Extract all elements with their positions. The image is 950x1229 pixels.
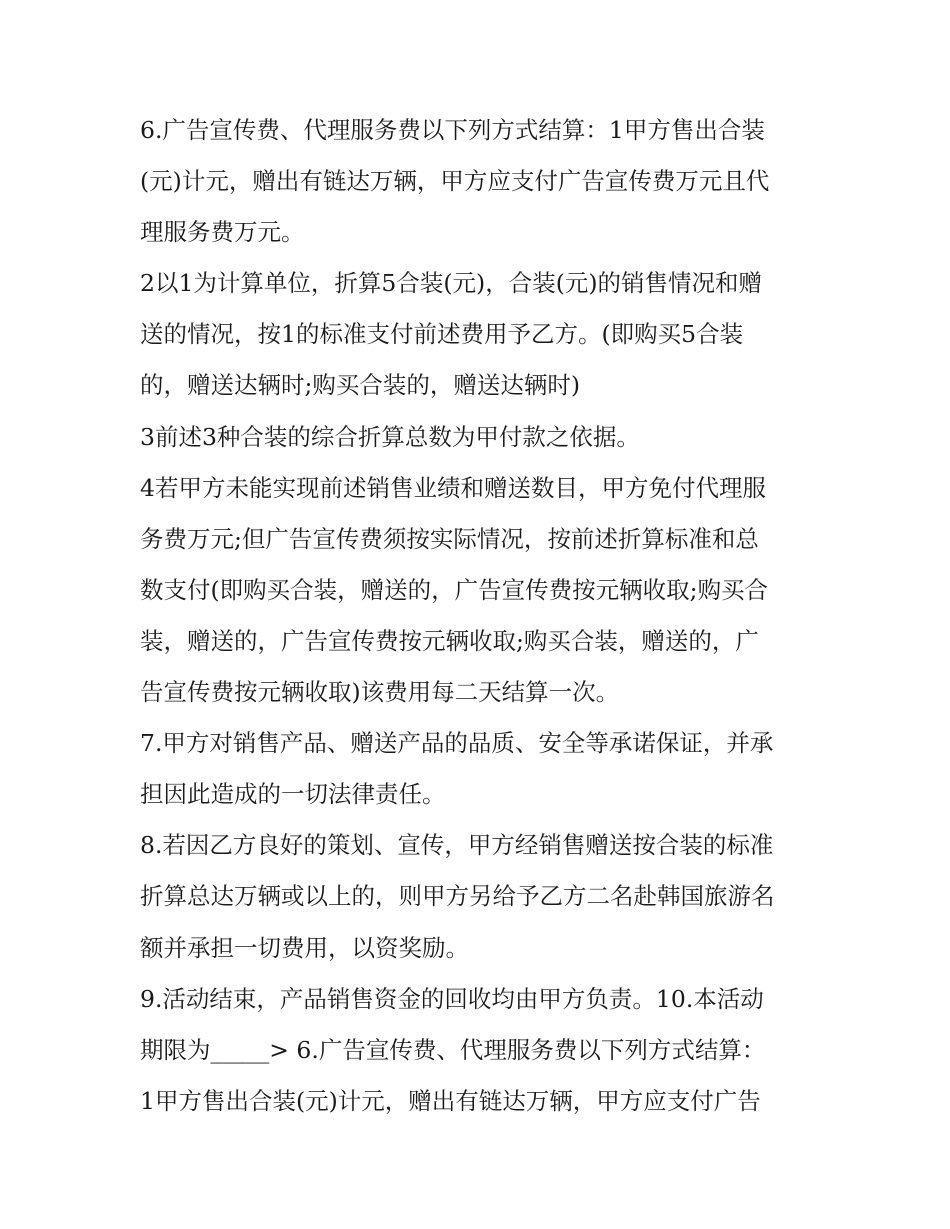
text-line: 装，赠送的，广告宣传费按元辆收取;购买合装，赠送的，广 bbox=[140, 626, 759, 655]
text-line: 2以1为计算单位，折算5合装(元)，合装(元)的销售情况和赠 bbox=[140, 269, 763, 298]
text-line: 理服务费万元。 bbox=[140, 218, 305, 247]
text-line: 额并承担一切费用，以资奖励。 bbox=[140, 933, 469, 962]
text-line: 4若甲方未能实现前述销售业绩和赠送数目，甲方免付代理服 bbox=[140, 473, 766, 502]
text-line: 9.活动结束，产品销售资金的回收均由甲方负责。10.本活动 bbox=[140, 984, 764, 1013]
document-body bbox=[140, 105, 820, 1127]
text-line: 担因此造成的一切法律责任。 bbox=[140, 780, 446, 809]
text-line: 送的情况，按1的标准支付前述费用予乙方。(即购买5合装 bbox=[140, 320, 744, 349]
text-line: 8.若因乙方良好的策划、宣传，甲方经销售赠送按合装的标准 bbox=[140, 831, 774, 860]
text-line: 折算总达万辆或以上的，则甲方另给予乙方二名赴韩国旅游名 bbox=[140, 882, 775, 911]
text-line: 6.广告宣传费、代理服务费以下列方式结算：1甲方售出合装 bbox=[140, 116, 765, 144]
text-line: 期限为_____> 6.广告宣传费、代理服务费以下列方式结算： bbox=[140, 1035, 766, 1064]
text-line: 7.甲方对销售产品、赠送产品的品质、安全等承诺保证，并承 bbox=[140, 729, 774, 758]
text-line: 3前述3种合装的综合折算总数为甲付款之依据。 bbox=[140, 422, 640, 451]
text-line: 务费万元;但广告宣传费须按实际情况，按前述折算标准和总 bbox=[140, 524, 759, 553]
text-line: 数支付(即购买合装，赠送的，广告宣传费按元辆收取;购买合 bbox=[140, 575, 769, 604]
text-line: 的，赠送达辆时;购买合装的，赠送达辆时) bbox=[140, 371, 581, 400]
text-line: 1甲方售出合装(元)计元，赠出有链达万辆，甲方应支付广告 bbox=[140, 1086, 761, 1115]
text-line: (元)计元，赠出有链达万辆，甲方应支付广告宣传费万元且代 bbox=[140, 167, 770, 196]
text-line: 告宣传费按元辆收取)该费用每二天结算一次。 bbox=[140, 678, 620, 707]
